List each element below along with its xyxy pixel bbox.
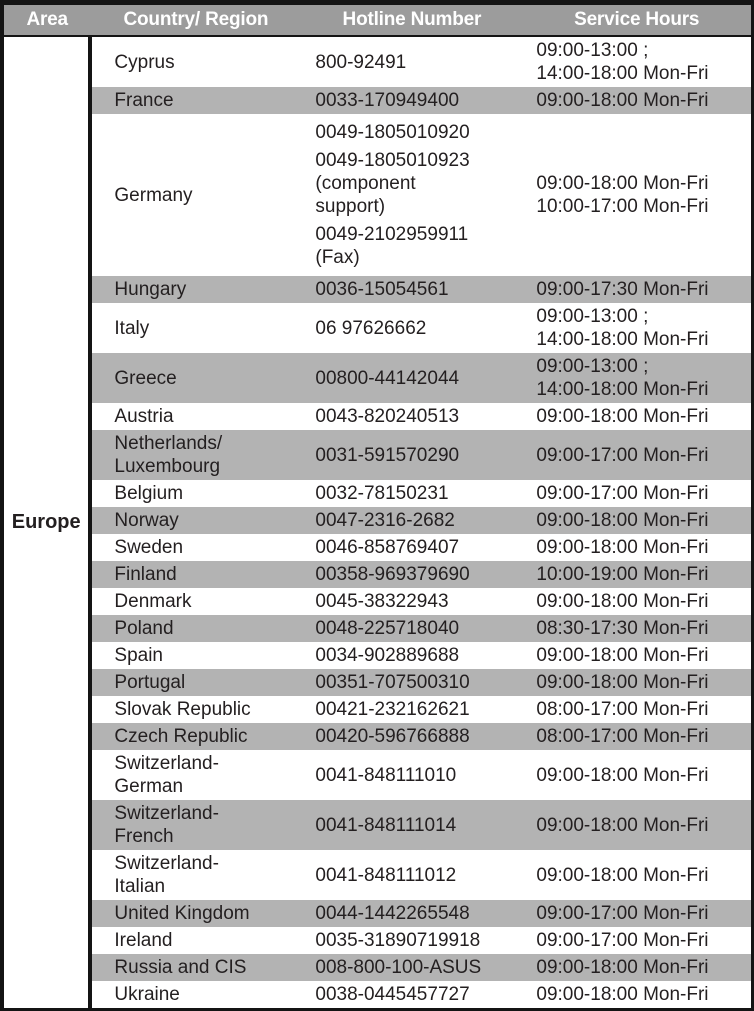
hotline-number: 0044-1442265548 — [315, 903, 470, 924]
table-row — [2, 850, 753, 900]
country-line: Finland — [114, 564, 177, 585]
country-line: Austria — [114, 406, 174, 427]
hotline-cell — [301, 800, 522, 850]
hotline-cell — [301, 303, 522, 353]
hotline-cell — [301, 403, 522, 430]
service-hours-cell — [522, 430, 752, 480]
hotline-cell — [301, 723, 522, 750]
country-line: Norway — [114, 510, 179, 531]
country-cell — [90, 403, 301, 430]
hotline-cell — [301, 927, 522, 954]
country-line: Slovak Republic — [114, 699, 251, 720]
service-hours-cell — [522, 276, 752, 303]
hotline-cell — [301, 114, 522, 276]
country-line: Czech Republic — [114, 726, 248, 747]
table-row — [2, 114, 753, 276]
country-cell — [90, 800, 301, 850]
country-line: Russia and CIS — [114, 957, 247, 978]
country-line: Italy — [114, 317, 150, 339]
table-row — [2, 403, 753, 430]
service-hours-line: 08:00-17:00 Mon-Fri — [536, 699, 709, 720]
country-cell — [90, 723, 301, 750]
country-line: Ukraine — [114, 984, 180, 1005]
service-hours-cell — [522, 750, 752, 800]
hotline-cell — [301, 87, 522, 114]
table-row — [2, 615, 753, 642]
table-row — [2, 480, 753, 507]
service-hours-cell — [522, 480, 752, 507]
country-cell — [90, 927, 301, 954]
country-cell — [90, 36, 301, 87]
country-cell — [90, 900, 301, 927]
country-line: Italian — [114, 876, 166, 897]
table-row — [2, 954, 753, 981]
service-hours-line: 08:00-17:00 Mon-Fri — [536, 726, 709, 747]
service-hours-line: 09:00-17:00 Mon-Fri — [536, 903, 709, 924]
service-hours-cell — [522, 954, 752, 981]
hotline-cell — [301, 561, 522, 588]
country-line: German — [114, 776, 184, 797]
hotline-number: 00351-707500310 — [315, 672, 470, 693]
hotline-number: 0041-848111014 — [315, 814, 457, 836]
service-hours-line: 09:00-17:00 Mon-Fri — [536, 444, 709, 466]
hotline-number: 0049-2102959911 (Fax) — [315, 224, 469, 268]
service-hours-cell — [522, 669, 752, 696]
hotline-number: 0043-820240513 — [315, 406, 460, 427]
table-row — [2, 800, 753, 850]
hotline-number: 00421-232162621 — [315, 699, 470, 720]
service-hours-line: 09:00-18:00 Mon-Fri — [536, 591, 709, 612]
country-line: Luxembourg — [114, 456, 221, 477]
country-line: Switzerland- — [114, 753, 219, 774]
service-hours-line: 09:00-17:30 Mon-Fri — [536, 279, 709, 300]
table-row — [2, 927, 753, 954]
service-hours-line: 10:00-19:00 Mon-Fri — [536, 564, 709, 585]
hotline-number: 0041-848111012 — [315, 864, 457, 886]
service-hours-cell — [522, 723, 752, 750]
area-cell: Europe — [2, 36, 90, 1010]
table-row — [2, 87, 753, 114]
country-cell — [90, 750, 301, 800]
hotline-number: 0047-2316-2682 — [315, 510, 455, 531]
table-row — [2, 723, 753, 750]
service-hours-cell — [522, 403, 752, 430]
header-row — [2, 3, 753, 37]
hotline-number: 0038-0445457727 — [315, 984, 470, 1005]
country-line: Ireland — [114, 930, 173, 951]
hotline-cell — [301, 534, 522, 561]
hotline-number: 00358-969379690 — [315, 564, 470, 585]
table-row — [2, 696, 753, 723]
country-cell — [90, 981, 301, 1010]
service-hours-line: 09:00-17:00 Mon-Fri — [536, 483, 709, 504]
country-line: United Kingdom — [114, 903, 250, 924]
table-row — [2, 507, 753, 534]
service-hours-line: 10:00-17:00 Mon-Fri — [536, 196, 709, 217]
table-row — [2, 981, 753, 1010]
service-hours-cell — [522, 981, 752, 1010]
table-row — [2, 353, 753, 403]
hotline-cell — [301, 615, 522, 642]
country-line: Switzerland- — [114, 803, 219, 824]
hotline-cell — [301, 276, 522, 303]
service-hours-cell — [522, 615, 752, 642]
hotline-number: 0034-902889688 — [315, 645, 460, 666]
header-area: Area — [2, 3, 90, 37]
service-hours-line: 08:30-17:30 Mon-Fri — [536, 618, 709, 639]
hotline-cell — [301, 981, 522, 1010]
table-row — [2, 669, 753, 696]
country-cell — [90, 669, 301, 696]
country-line: Greece — [114, 367, 177, 389]
country-cell — [90, 303, 301, 353]
service-hours-cell — [522, 927, 752, 954]
service-hours-line: 09:00-13:00 ; — [536, 40, 649, 61]
country-line: Poland — [114, 618, 174, 639]
table-row — [2, 534, 753, 561]
service-hours-cell — [522, 900, 752, 927]
service-hours-cell — [522, 588, 752, 615]
service-hours-line: 09:00-18:00 Mon-Fri — [536, 957, 709, 978]
service-hours-line: 09:00-18:00 Mon-Fri — [536, 645, 709, 666]
hotline-number: 008-800-100-ASUS — [315, 957, 482, 978]
hotline-number: 800-92491 — [315, 51, 407, 73]
service-hours-line: 14:00-18:00 Mon-Fri — [536, 379, 709, 400]
country-cell — [90, 588, 301, 615]
country-cell — [90, 534, 301, 561]
country-line: Sweden — [114, 537, 184, 558]
country-line: Germany — [114, 184, 193, 206]
service-hours-cell — [522, 800, 752, 850]
table-row — [2, 642, 753, 669]
hotline-cell — [301, 750, 522, 800]
hotline-number: 0049-1805010920 — [315, 122, 470, 143]
table-row — [2, 276, 753, 303]
country-line: Denmark — [114, 591, 192, 612]
table-row — [2, 430, 753, 480]
hotline-cell — [301, 642, 522, 669]
service-hours-cell — [522, 534, 752, 561]
hotline-number: 0033-170949400 — [315, 90, 460, 111]
country-cell — [90, 850, 301, 900]
service-hours-cell — [522, 353, 752, 403]
country-cell — [90, 954, 301, 981]
hotline-cell — [301, 588, 522, 615]
country-cell — [90, 696, 301, 723]
hotline-number: 0045-38322943 — [315, 591, 449, 612]
hotline-cell — [301, 507, 522, 534]
country-cell — [90, 507, 301, 534]
country-line: Netherlands/ — [114, 433, 223, 454]
service-hours-cell — [522, 642, 752, 669]
hotline-cell — [301, 36, 522, 87]
country-cell — [90, 114, 301, 276]
hotline-number: 0032-78150231 — [315, 483, 449, 504]
service-hours-cell — [522, 696, 752, 723]
hotline-number: 0046-858769407 — [315, 537, 460, 558]
service-hours-line: 09:00-18:00 Mon-Fri — [536, 406, 709, 427]
country-cell — [90, 480, 301, 507]
service-hours-line: 14:00-18:00 Mon-Fri — [536, 329, 709, 350]
hotline-cell — [301, 353, 522, 403]
service-hours-line: 09:00-18:00 Mon-Fri — [536, 764, 709, 786]
table-row — [2, 900, 753, 927]
service-hours-cell — [522, 303, 752, 353]
header-country-region: Country/ Region — [90, 3, 301, 37]
country-line: Cyprus — [114, 51, 175, 73]
country-line: Hungary — [114, 279, 187, 300]
service-hours-cell — [522, 87, 752, 114]
service-hours-line: 09:00-18:00 Mon-Fri — [536, 814, 709, 836]
service-hours-line: 09:00-18:00 Mon-Fri — [536, 537, 709, 558]
hotline-cell — [301, 430, 522, 480]
header-service-hours: Service Hours — [522, 3, 752, 37]
country-cell — [90, 353, 301, 403]
table-row — [2, 588, 753, 615]
service-hours-cell — [522, 507, 752, 534]
country-line: Portugal — [114, 672, 186, 693]
country-cell — [90, 642, 301, 669]
service-hours-line: 09:00-18:00 Mon-Fri — [536, 173, 709, 194]
country-cell — [90, 615, 301, 642]
country-line: Belgium — [114, 483, 184, 504]
table-row — [2, 36, 753, 87]
hotline-number: 0048-225718040 — [315, 618, 460, 639]
service-hours-line: 09:00-13:00 ; — [536, 306, 649, 327]
service-hours-line: 09:00-18:00 Mon-Fri — [536, 510, 709, 531]
country-cell — [90, 87, 301, 114]
hotline-cell — [301, 480, 522, 507]
hotline-cell — [301, 900, 522, 927]
country-line: Spain — [114, 645, 164, 666]
service-hours-line: 09:00-18:00 Mon-Fri — [536, 672, 709, 693]
table-row — [2, 750, 753, 800]
country-cell — [90, 276, 301, 303]
service-hours-line: 09:00-18:00 Mon-Fri — [536, 90, 709, 111]
hotline-number: 0036-15054561 — [315, 279, 449, 300]
country-line: France — [114, 90, 174, 111]
service-hours-line: 09:00-17:00 Mon-Fri — [536, 930, 709, 951]
hotline-number: 0031-591570290 — [315, 444, 460, 466]
service-hours-line: 09:00-13:00 ; — [536, 356, 649, 377]
service-hours-line: 09:00-18:00 Mon-Fri — [536, 864, 709, 886]
service-hours-cell — [522, 561, 752, 588]
hotline-number: 0041-848111010 — [315, 764, 457, 786]
service-hours-cell — [522, 114, 752, 276]
service-hours-cell — [522, 36, 752, 87]
hotline-cell — [301, 696, 522, 723]
hotline-number: 00800-44142044 — [315, 367, 460, 389]
service-hours-cell — [522, 850, 752, 900]
hotline-cell — [301, 850, 522, 900]
service-hours-line: 09:00-18:00 Mon-Fri — [536, 984, 709, 1005]
table-row — [2, 561, 753, 588]
country-line: Switzerland- — [114, 853, 219, 874]
header-hotline-number: Hotline Number — [301, 3, 522, 37]
hotline-cell — [301, 954, 522, 981]
hotline-number: 00420-596766888 — [315, 726, 470, 747]
hotline-number: 0049-1805010923 (component support) — [315, 150, 470, 217]
hotline-number: 0035-31890719918 — [315, 930, 481, 951]
hotline-number: 06 97626662 — [315, 317, 427, 339]
service-hours-line: 14:00-18:00 Mon-Fri — [536, 63, 709, 84]
country-cell — [90, 430, 301, 480]
country-cell — [90, 561, 301, 588]
table-body — [2, 36, 753, 1010]
hotline-cell — [301, 669, 522, 696]
table-row — [2, 303, 753, 353]
country-line: French — [114, 826, 174, 847]
